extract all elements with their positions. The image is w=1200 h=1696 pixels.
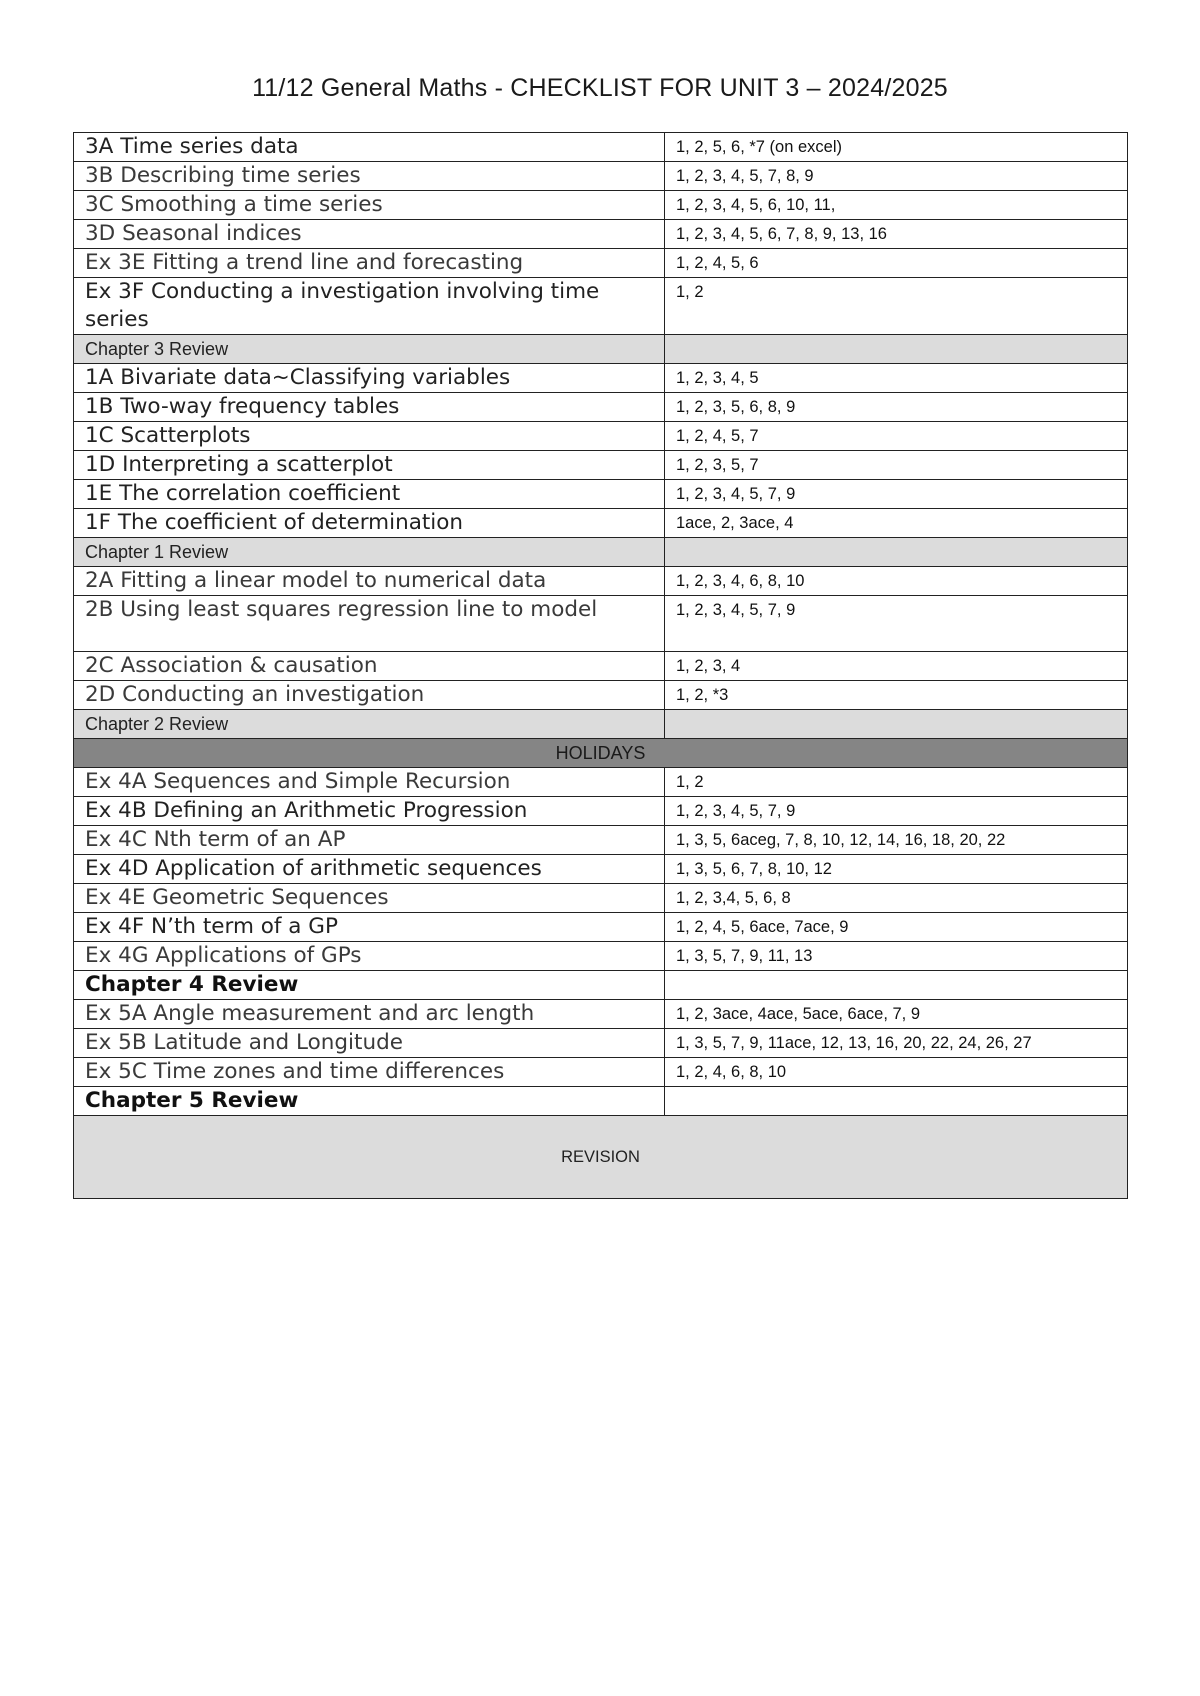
table-row [74,797,1128,826]
chapter-review-label: Chapter 2 Review [74,710,665,739]
topic-cell: Ex 5B Latitude and Longitude [74,1029,665,1058]
topic-cell: Ex 3E Fitting a trend line and forecasting [74,249,665,278]
table-row [74,884,1128,913]
table-row [74,855,1128,884]
topic-cell: 2D Conducting an investigation [74,681,665,710]
topic-cell: Ex 4G Applications of GPs [74,942,665,971]
table-row [74,913,1128,942]
questions-cell [665,538,1128,567]
holidays-label: HOLIDAYS [74,739,1128,768]
questions-cell: 1, 2, 3ace, 4ace, 5ace, 6ace, 7, 9 [665,1000,1128,1029]
chapter-review-label: Chapter 1 Review [74,538,665,567]
questions-cell: 1, 2, 5, 6, *7 (on excel) [665,133,1128,162]
questions-cell: 1, 2, 3,4, 5, 6, 8 [665,884,1128,913]
questions-cell: 1ace, 2, 3ace, 4 [665,509,1128,538]
topic-cell: Ex 4D Application of arithmetic sequences [74,855,665,884]
questions-cell: 1, 2 [665,768,1128,797]
topic-cell: 1D Interpreting a scatterplot [74,451,665,480]
questions-cell: 1, 2, 3, 4 [665,652,1128,681]
questions-cell [665,335,1128,364]
table-row [74,652,1128,681]
questions-cell: 1, 2, 4, 5, 7 [665,422,1128,451]
questions-cell: 1, 2, 3, 4, 5, 7, 9 [665,596,1128,652]
table-row [74,942,1128,971]
questions-cell: 1, 2, 4, 6, 8, 10 [665,1058,1128,1087]
table-row [74,826,1128,855]
table-row [74,393,1128,422]
questions-cell [665,971,1128,1000]
topic-cell: 3C Smoothing a time series [74,191,665,220]
topic-cell: 2B Using least squares regression line to model [74,596,665,652]
topic-cell: Ex 4B Defining an Arithmetic Progression [74,797,665,826]
topic-cell: 1E The correlation coefficient [74,480,665,509]
chapter-review-row [74,1087,1128,1116]
chapter-review-label: Chapter 3 Review [74,335,665,364]
questions-cell: 1, 3, 5, 7, 9, 11ace, 12, 13, 16, 20, 22, 24, 26, 27 [665,1029,1128,1058]
topic-cell: 2C Association & causation [74,652,665,681]
table-row [74,596,1128,652]
topic-cell: 1F The coefficient of determination [74,509,665,538]
questions-cell: 1, 2, 3, 5, 7 [665,451,1128,480]
page-title: 11/12 General Maths - CHECKLIST FOR UNIT 3 – 2024/2025 [252,74,948,102]
table-row [74,1029,1128,1058]
topic-cell: 3D Seasonal indices [74,220,665,249]
chapter-review-row [74,335,1128,364]
topic-cell: Ex 4C Nth term of an AP [74,826,665,855]
topic-cell: 1A Bivariate data~Classifying variables [74,364,665,393]
questions-cell: 1, 3, 5, 6, 7, 8, 10, 12 [665,855,1128,884]
table-row [74,480,1128,509]
checklist-body [74,133,1128,1199]
table-row [74,191,1128,220]
questions-cell: 1, 3, 5, 6aceg, 7, 8, 10, 12, 14, 16, 18, 20, 22 [665,826,1128,855]
holidays-row [74,739,1128,768]
chapter-review-label: Chapter 4 Review [74,971,665,1000]
topic-cell: Ex 5C Time zones and time differences [74,1058,665,1087]
checklist-table [73,132,1128,1199]
questions-cell: 1, 2, 4, 5, 6ace, 7ace, 9 [665,913,1128,942]
chapter-review-row [74,538,1128,567]
table-row [74,509,1128,538]
table-row [74,451,1128,480]
topic-cell: Ex 5A Angle measurement and arc length [74,1000,665,1029]
questions-cell: 1, 2, 4, 5, 6 [665,249,1128,278]
table-row [74,162,1128,191]
table-row [74,133,1128,162]
table-row [74,1000,1128,1029]
questions-cell: 1, 2, 3, 4, 5, 6, 7, 8, 9, 13, 16 [665,220,1128,249]
questions-cell: 1, 2, 3, 4, 5 [665,364,1128,393]
questions-cell: 1, 2, 3, 5, 6, 8, 9 [665,393,1128,422]
topic-cell: Ex 4F N’th term of a GP [74,913,665,942]
table-row [74,422,1128,451]
questions-cell: 1, 2, 3, 4, 5, 7, 9 [665,797,1128,826]
topic-cell: 3A Time series data [74,133,665,162]
chapter-review-row [74,971,1128,1000]
chapter-review-label: Chapter 5 Review [74,1087,665,1116]
table-row [74,364,1128,393]
topic-cell: 1C Scatterplots [74,422,665,451]
revision-row [74,1116,1128,1199]
questions-cell: 1, 2, 3, 4, 5, 6, 10, 11, [665,191,1128,220]
table-row [74,567,1128,596]
questions-cell: 1, 2, *3 [665,681,1128,710]
questions-cell: 1, 2, 3, 4, 5, 7, 8, 9 [665,162,1128,191]
table-row [74,278,1128,335]
questions-cell: 1, 2 [665,278,1128,335]
topic-cell: 3B Describing time series [74,162,665,191]
questions-cell: 1, 2, 3, 4, 5, 7, 9 [665,480,1128,509]
topic-cell: Ex 4A Sequences and Simple Recursion [74,768,665,797]
questions-cell [665,710,1128,739]
table-row [74,249,1128,278]
questions-cell: 1, 2, 3, 4, 6, 8, 10 [665,567,1128,596]
table-row [74,220,1128,249]
topic-cell: Ex 3F Conducting a investigation involving time series [74,278,665,335]
chapter-review-row [74,710,1128,739]
topic-cell: Ex 4E Geometric Sequences [74,884,665,913]
table-row [74,681,1128,710]
questions-cell: 1, 3, 5, 7, 9, 11, 13 [665,942,1128,971]
topic-cell: 2A Fitting a linear model to numerical data [74,567,665,596]
table-row [74,1058,1128,1087]
questions-cell [665,1087,1128,1116]
table-row [74,768,1128,797]
topic-cell: 1B Two-way frequency tables [74,393,665,422]
revision-label: REVISION [74,1116,1128,1199]
